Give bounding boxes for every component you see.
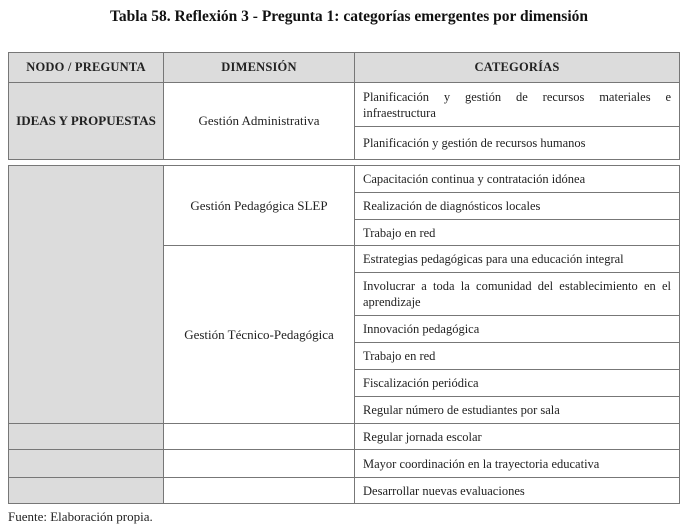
- category-cell: Trabajo en red: [355, 343, 680, 370]
- dimension-blank-cell: [164, 478, 355, 504]
- node-cell: IDEAS Y PROPUESTAS: [9, 83, 164, 160]
- category-cell: Trabajo en red: [355, 220, 680, 246]
- category-cell: Planificación y gestión de recursos humanos: [355, 127, 680, 160]
- table-title: Tabla 58. Reflexión 3 - Pregunta 1: categorías emergentes por dimensión: [109, 8, 589, 25]
- categories-table-header: [8, 52, 680, 160]
- dimension-blank-cell: [164, 450, 355, 478]
- category-cell: Involucrar a toda la comunidad del establecimiento en el aprendizaje: [355, 273, 680, 316]
- column-header-node: NODO / PREGUNTA: [9, 53, 164, 83]
- category-cell: Innovación pedagógica: [355, 316, 680, 343]
- column-header-dimension: DIMENSIÓN: [164, 53, 355, 83]
- category-cell: Capacitación continua y contratación idónea: [355, 166, 680, 193]
- category-cell: Regular número de estudiantes por sala: [355, 397, 680, 424]
- dimension-admin: Gestión Administrativa: [164, 83, 355, 160]
- dimension-tecnico: Gestión Técnico-Pedagógica: [164, 246, 355, 424]
- category-cell: Regular jornada escolar: [355, 424, 680, 450]
- node-blank-cell: [9, 450, 164, 478]
- column-header-categories: CATEGORÍAS: [355, 53, 680, 83]
- node-blank-cell: [9, 166, 164, 424]
- category-cell: Realización de diagnósticos locales: [355, 193, 680, 220]
- category-cell: Planificación y gestión de recursos materiales e infraestructura: [355, 83, 680, 127]
- category-cell: Desarrollar nuevas evaluaciones: [355, 478, 680, 504]
- category-cell: Fiscalización periódica: [355, 370, 680, 397]
- dimension-slep: Gestión Pedagógica SLEP: [164, 166, 355, 246]
- categories-table-body: [8, 165, 680, 504]
- source-note: Fuente: Elaboración propia.: [8, 509, 153, 524]
- node-blank-cell: [9, 478, 164, 504]
- category-cell: Mayor coordinación en la trayectoria educativa: [355, 450, 680, 478]
- node-blank-cell: [9, 424, 164, 450]
- dimension-blank-cell: [164, 424, 355, 450]
- category-cell: Estrategias pedagógicas para una educación integral: [355, 246, 680, 273]
